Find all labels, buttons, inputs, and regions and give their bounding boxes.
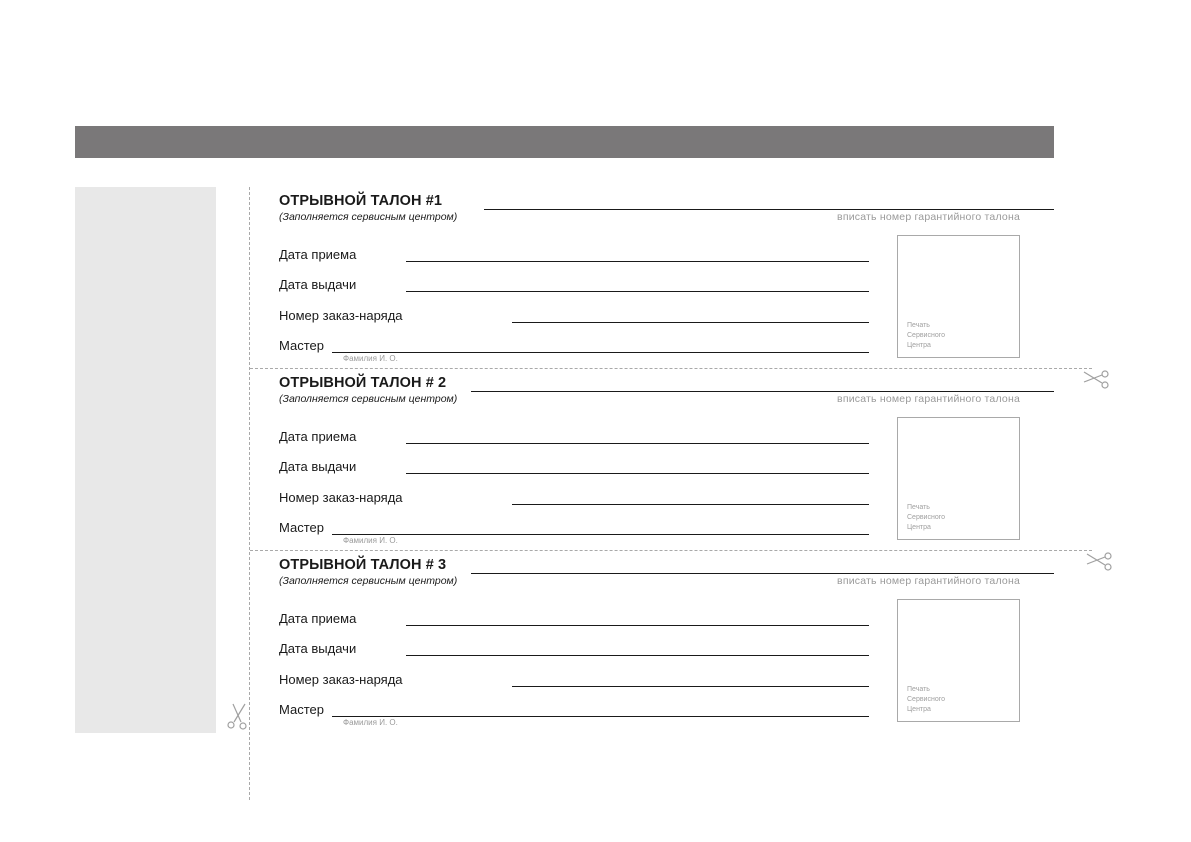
date-issued-label: Дата выдачи (279, 641, 357, 656)
stamp-box (897, 417, 1020, 540)
date-received-label: Дата приема (279, 247, 357, 262)
warranty-number-hint: вписать номер гарантийного талона (837, 393, 1020, 405)
date-received-label: Дата приема (279, 429, 357, 444)
date-issued-line[interactable] (406, 473, 869, 474)
stamp-caption: Печать Сервисного Центра (907, 504, 946, 531)
stamp-box (897, 599, 1020, 722)
order-number-line[interactable] (512, 322, 869, 323)
order-number-line[interactable] (512, 504, 869, 505)
date-issued-label: Дата выдачи (279, 277, 357, 292)
order-number-label: Номер заказ-наряда (279, 308, 403, 323)
date-issued-label: Дата выдачи (279, 459, 357, 474)
coupon-title: ОТРЫВНОЙ ТАЛОН # 3 (279, 557, 447, 573)
coupon-note: (Заполняется сервисным центром) (279, 393, 458, 405)
master-name-hint: Фамилия И. О. (343, 536, 398, 545)
master-label: Мастер (279, 702, 324, 717)
coupon-title: ОТРЫВНОЙ ТАЛОН # 2 (279, 375, 447, 391)
order-number-label: Номер заказ-наряда (279, 672, 403, 687)
coupon-2 (0, 375, 1191, 557)
date-received-label: Дата приема (279, 611, 357, 626)
stamp-caption: Печать Сервисного Центра (907, 686, 946, 713)
warranty-number-hint: вписать номер гарантийного талона (837, 211, 1020, 223)
stamp-box (897, 235, 1020, 358)
master-name-hint: Фамилия И. О. (343, 718, 398, 727)
master-name-hint: Фамилия И. О. (343, 354, 398, 363)
warranty-number-line[interactable] (471, 573, 1054, 574)
coupon-1 (0, 193, 1191, 375)
master-line[interactable] (332, 534, 869, 535)
master-line[interactable] (332, 716, 869, 717)
coupon-note: (Заполняется сервисным центром) (279, 575, 458, 587)
coupon-3 (0, 557, 1191, 739)
date-issued-line[interactable] (406, 291, 869, 292)
date-received-line[interactable] (406, 443, 869, 444)
master-label: Мастер (279, 338, 324, 353)
coupon-title: ОТРЫВНОЙ ТАЛОН #1 (279, 193, 443, 209)
stamp-caption: Печать Сервисного Центра (907, 322, 946, 349)
coupon-note: (Заполняется сервисным центром) (279, 211, 458, 223)
date-received-line[interactable] (406, 261, 869, 262)
header-bar (75, 126, 1054, 158)
warranty-number-hint: вписать номер гарантийного талона (837, 575, 1020, 587)
date-issued-line[interactable] (406, 655, 869, 656)
warranty-number-line[interactable] (484, 209, 1054, 210)
master-label: Мастер (279, 520, 324, 535)
date-received-line[interactable] (406, 625, 869, 626)
master-line[interactable] (332, 352, 869, 353)
order-number-line[interactable] (512, 686, 869, 687)
warranty-number-line[interactable] (471, 391, 1054, 392)
order-number-label: Номер заказ-наряда (279, 490, 403, 505)
